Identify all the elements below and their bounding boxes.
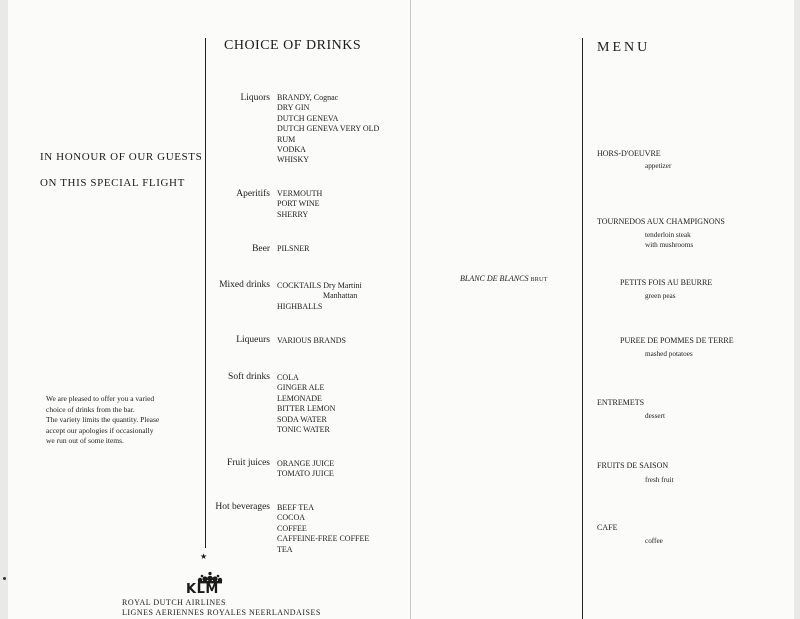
category-label: Soft drinks (228, 372, 270, 382)
category-label: Aperitifs (236, 189, 270, 199)
drink-item: BRANDY, Cognac (277, 93, 339, 102)
course-desc (645, 231, 693, 251)
intro-line: We are pleased to offer you a varied (46, 394, 155, 403)
drink-item: Manhattan (323, 291, 358, 301)
course-name: CAFE (597, 523, 618, 532)
drink-item: PORT WINE (277, 199, 320, 209)
drink-item: VARIOUS BRANDS (277, 336, 346, 345)
drink-item: GINGER ALE (277, 383, 325, 393)
wine-label (460, 274, 548, 283)
course-name: FRUITS DE SAISON (597, 461, 669, 470)
star-icon: ★ (200, 552, 208, 561)
category-label: Liqueurs (236, 335, 270, 345)
course-desc-line: green peas (645, 292, 676, 300)
drink-item: DUTCH GENEVA (277, 113, 339, 123)
drink-item: TEA (277, 544, 293, 554)
drink-item: COLA (277, 373, 299, 382)
course-name: HORS-D'OEUVRE (597, 149, 661, 158)
course-desc-line: tenderloin steak (645, 231, 691, 239)
drink-item: CAFFEINE-FREE COFFEE (277, 534, 370, 544)
course-desc (645, 476, 674, 486)
airline-name-french: LIGNES AERIENNES ROYALES NEERLANDAISES (122, 608, 321, 617)
course-desc (645, 350, 693, 360)
menu-card (8, 0, 794, 619)
drink-item: COCOA (277, 513, 306, 523)
drink-item: BEEF TEA (277, 503, 314, 512)
course-desc-line: fresh fruit (645, 476, 674, 484)
course-desc-line: coffee (645, 537, 663, 545)
course-desc-line: appetizer (645, 162, 672, 170)
drink-item: LEMONADE (277, 393, 322, 403)
airline-name: ROYAL DUTCH AIRLINES (122, 598, 226, 607)
drink-item: DRY GIN (277, 103, 310, 113)
drink-item: WHISKY (277, 155, 309, 165)
page-fold (410, 0, 411, 619)
drink-item: VODKA (277, 145, 306, 155)
drink-item: VERMOUTH (277, 189, 323, 198)
category-items (277, 93, 379, 166)
category-items (277, 503, 369, 555)
course-desc-line: dessert (645, 412, 665, 420)
menu-divider (582, 38, 583, 619)
intro-line: accept our apologies if occasionally (46, 425, 154, 435)
intro-text (46, 394, 206, 447)
drink-item: COFFEE (277, 523, 307, 533)
honour-line-1: IN HONOUR OF OUR GUESTS (40, 151, 203, 163)
category-label: Fruit juices (226, 458, 270, 468)
klm-wordmark: KLM (186, 582, 219, 597)
course-desc (645, 292, 676, 302)
course-name: ENTREMETS (597, 398, 645, 407)
drinks-title: CHOICE OF DRINKS (224, 38, 362, 53)
drink-item: BITTER LEMON (277, 404, 336, 414)
drink-item: RUM (277, 134, 296, 144)
intro-line: choice of drinks from the bar. (46, 404, 135, 414)
drink-item: COCKTAILS Dry Martini (277, 281, 362, 290)
intro-line: The variety limits the quantity. Please (46, 415, 160, 425)
category-items (277, 189, 322, 220)
category-items (277, 373, 335, 435)
intro-line: we run out of some items. (46, 436, 124, 446)
menu-title: MENU (597, 40, 651, 55)
drink-item: TONIC WATER (277, 425, 330, 435)
drink-item: DUTCH GENEVA VERY OLD (277, 124, 380, 134)
category-items (277, 244, 309, 254)
category-label: Liquors (240, 93, 270, 103)
wine-name: BLANC DE BLANCS (460, 274, 529, 283)
course-desc-line: mashed potatoes (645, 350, 693, 358)
honour-line-2: ON THIS SPECIAL FLIGHT (40, 177, 185, 189)
category-label: Mixed drinks (219, 280, 270, 290)
course-desc (645, 412, 665, 422)
course-name: TOURNEDOS AUX CHAMPIGNONS (597, 217, 725, 226)
category-label: Beer (252, 244, 270, 254)
drink-item: TOMATO JUICE (277, 469, 334, 479)
category-label: Hot beverages (215, 502, 270, 512)
drinks-divider (205, 38, 206, 548)
course-desc (645, 537, 663, 547)
category-items (277, 459, 334, 480)
course-desc-line: with mushrooms (645, 240, 694, 249)
category-items (277, 281, 362, 312)
drink-item: SHERRY (277, 209, 309, 219)
wine-style: BRUT (530, 277, 548, 283)
binder-mark (3, 577, 6, 580)
course-name: PUREE DE POMMES DE TERRE (620, 336, 734, 345)
drink-item: HIGHBALLS (277, 301, 323, 311)
drink-item: ORANGE JUICE (277, 459, 335, 468)
drink-item: SODA WATER (277, 414, 327, 424)
drink-item: PILSNER (277, 244, 310, 253)
course-desc (645, 162, 671, 172)
course-name: PETITS FOIS AU BEURRE (620, 278, 713, 287)
category-items (277, 336, 346, 346)
